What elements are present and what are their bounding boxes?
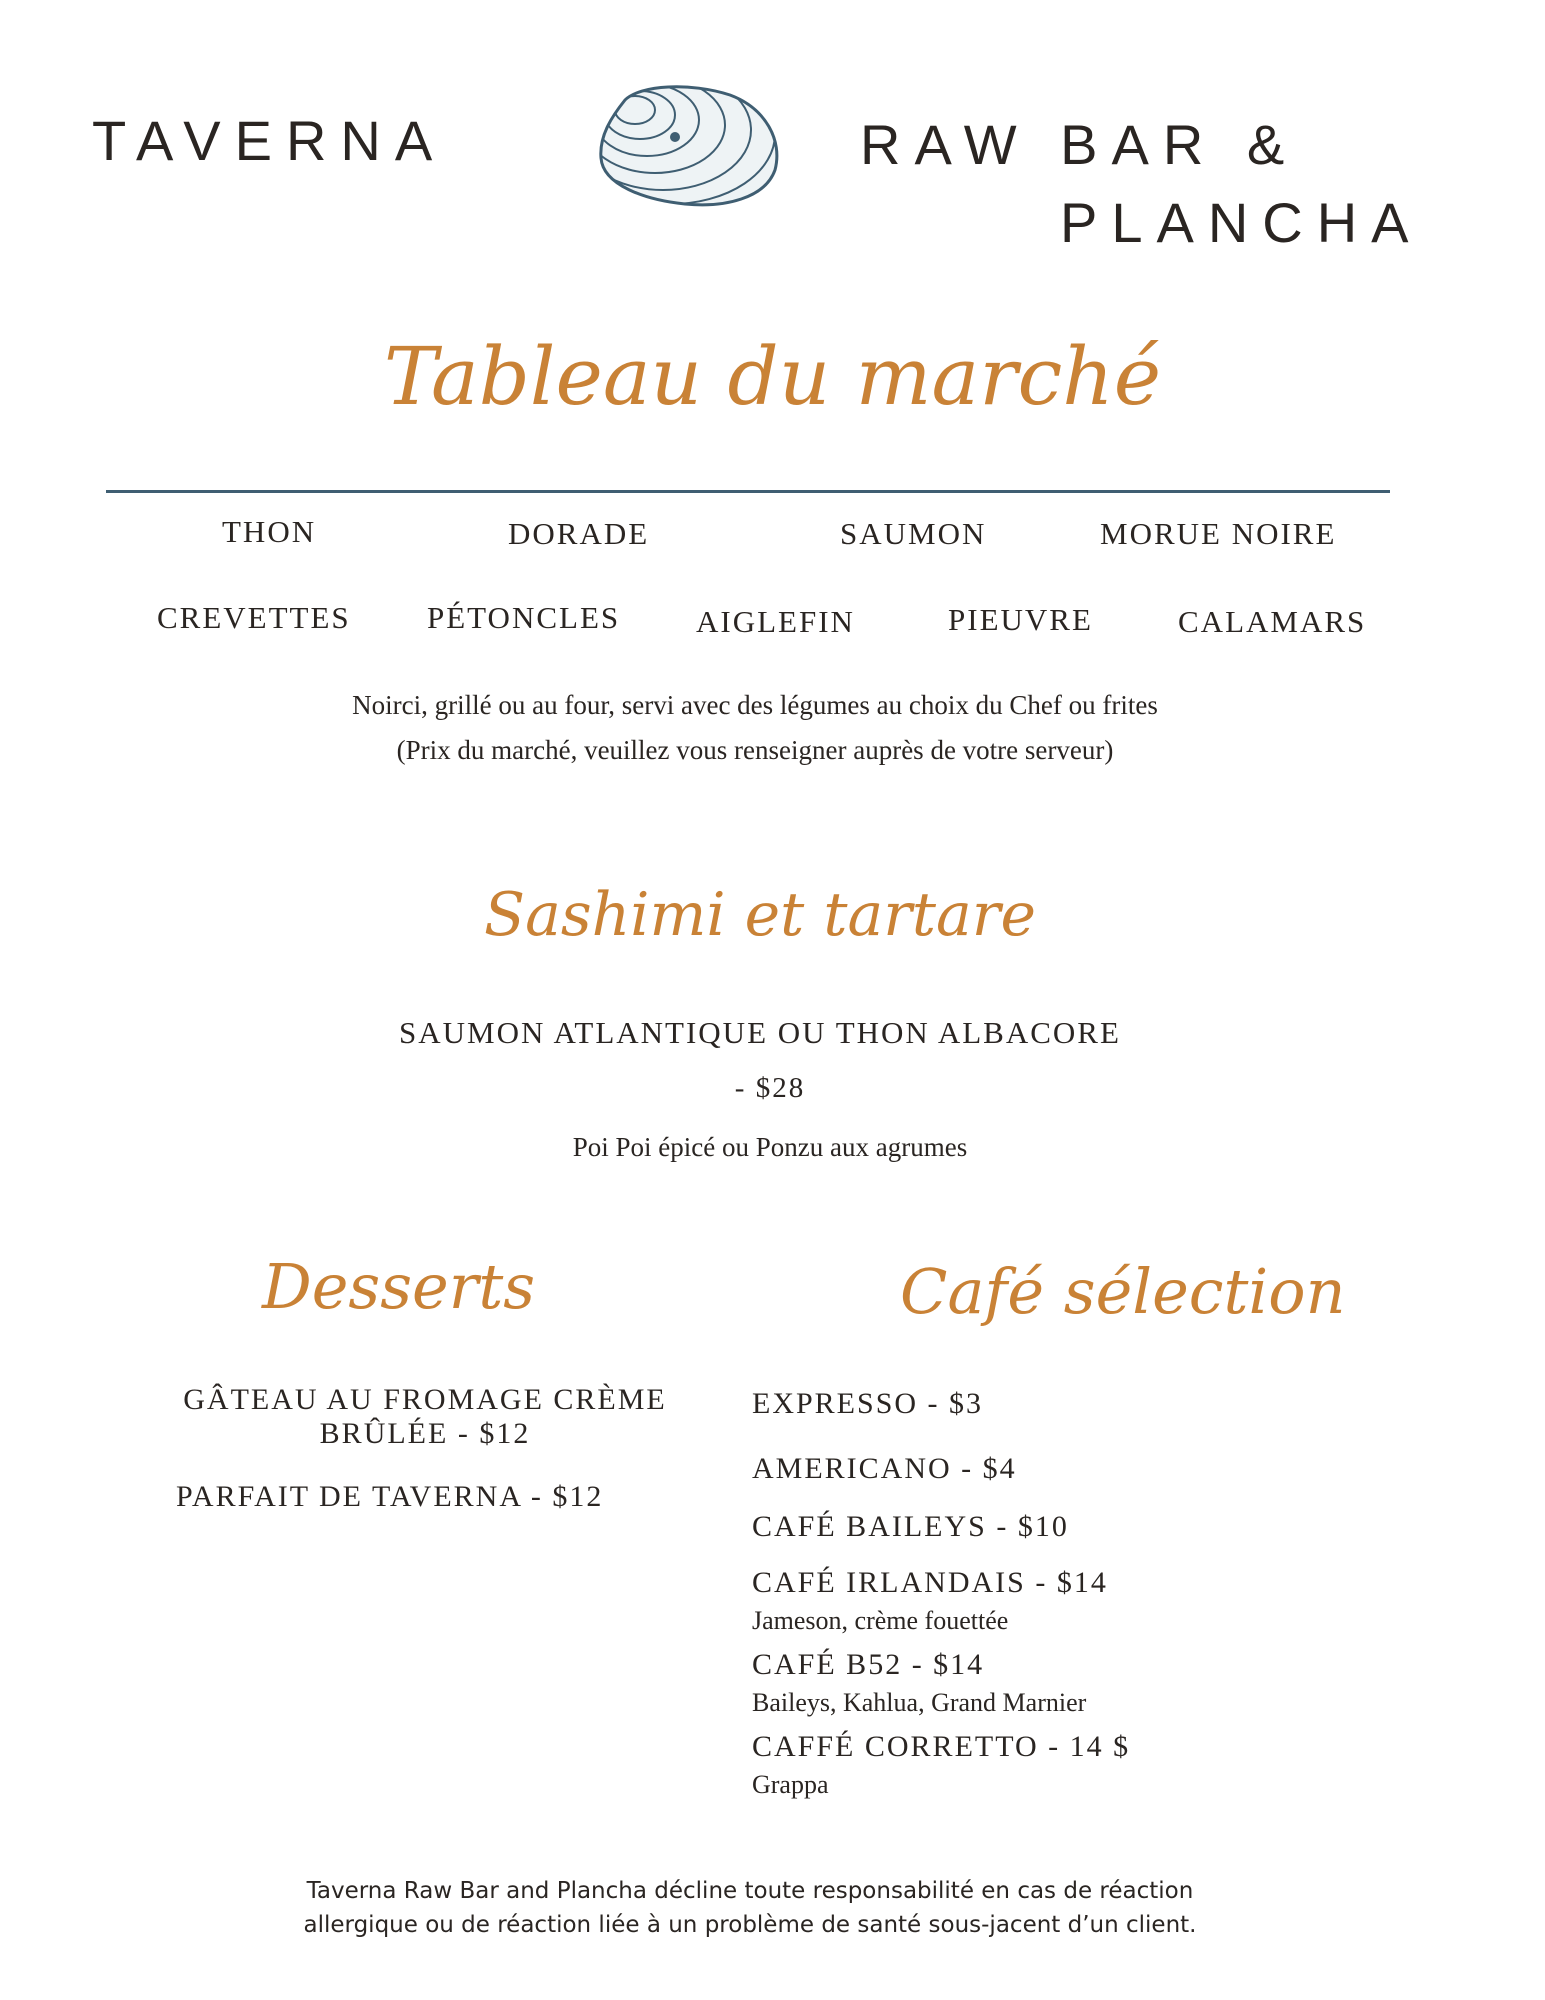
cafe-item-note: Baileys, Kahlua, Grand Marnier — [752, 1688, 1087, 1717]
cafe-item: CAFÉ B52 - $14 — [752, 1648, 985, 1681]
brand-plancha: PLANCHA — [1060, 191, 1423, 254]
dessert-item — [150, 1383, 700, 1451]
disclaimer-line1: Taverna Raw Bar and Plancha décline toute responsabilité en cas de réaction — [306, 1878, 1194, 1904]
section-title-cafe: Café sélection — [900, 1255, 1346, 1328]
section-title-desserts: Desserts — [262, 1250, 536, 1323]
section-divider — [106, 490, 1390, 493]
cafe-item: CAFFÉ CORRETTO - 14 $ — [752, 1730, 1131, 1763]
section-title-market: Tableau du marché — [383, 330, 1162, 423]
cafe-item-note: Grappa — [752, 1770, 829, 1799]
fish-item: PÉTONCLES — [427, 600, 621, 635]
fish-item: SAUMON — [840, 516, 987, 551]
dessert-item: PARFAIT DE TAVERNA - $12 — [176, 1480, 604, 1513]
sashimi-price: - $28 — [734, 1072, 806, 1104]
brand-raw-bar: RAW BAR & — [860, 113, 1299, 176]
fish-item: CREVETTES — [157, 600, 351, 635]
cafe-item: CAFÉ IRLANDAIS - $14 — [752, 1566, 1108, 1599]
dessert-item-line2: BRÛLÉE - $12 — [319, 1417, 531, 1450]
section-title-sashimi: Sashimi et tartare — [484, 880, 1036, 950]
clam-shell-icon — [595, 80, 785, 210]
cafe-item: CAFÉ BAILEYS - $10 — [752, 1510, 1069, 1543]
fish-item: CALAMARS — [1178, 604, 1367, 639]
market-price-note: (Prix du marché, veuillez vous renseigner auprès de votre serveur) — [396, 735, 1114, 765]
sashimi-item: SAUMON ATLANTIQUE OU THON ALBACORE — [399, 1015, 1121, 1050]
fish-item: MORUE NOIRE — [1100, 516, 1337, 551]
market-description: Noirci, grillé ou au four, servi avec des légumes au choix du Chef ou frites — [352, 690, 1158, 720]
cafe-item: EXPRESSO - $3 — [752, 1387, 984, 1420]
fish-item: DORADE — [508, 516, 650, 551]
fish-item: AIGLEFIN — [696, 604, 855, 639]
cafe-item-note: Jameson, crème fouettée — [752, 1606, 1009, 1635]
allergy-disclaimer — [0, 1874, 1500, 1942]
brand-taverna: TAVERNA — [92, 109, 447, 172]
disclaimer-line2: allergique ou de réaction liée à un problème de santé sous-jacent d’un client. — [303, 1912, 1197, 1938]
cafe-item: AMERICANO - $4 — [752, 1452, 1017, 1485]
sashimi-description: Poi Poi épicé ou Ponzu aux agrumes — [572, 1132, 968, 1162]
fish-item: PIEUVRE — [948, 602, 1093, 637]
fish-item: THON — [222, 514, 317, 549]
dessert-item-line1: GÂTEAU AU FROMAGE CRÈME — [183, 1383, 667, 1416]
